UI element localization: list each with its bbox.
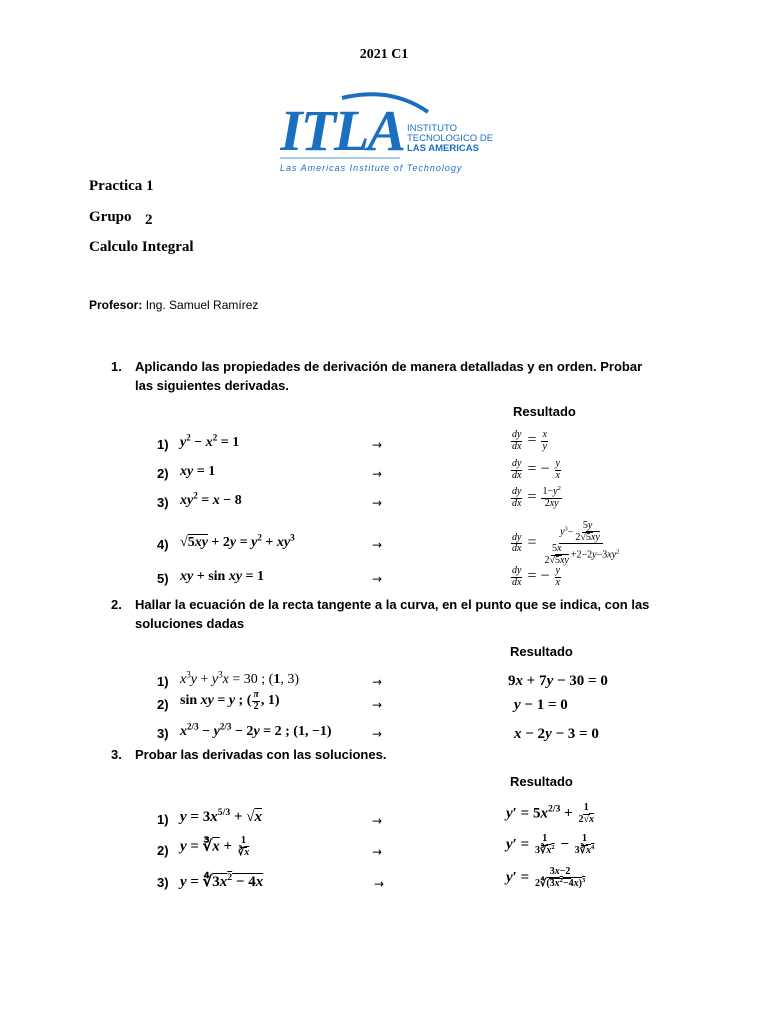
q1-item-2-result: $\frac{dy}{dx}$ = − $\frac{y}{x}$ <box>512 458 560 481</box>
q3-item-3-arrow: → <box>374 877 385 891</box>
question-1-result-label: Resultado <box>513 404 576 419</box>
q3-item-1-result: $y' = 5x^{2/3}$ + $\frac{1}{2√x}$ <box>506 802 594 825</box>
professor-label: Profesor: <box>89 298 143 312</box>
logo-acronym: ITLA <box>280 98 405 163</box>
q1-item-1-label: 1) <box>157 437 169 452</box>
q2-item-2-result: y − 1 = 0 <box>514 697 568 713</box>
q2-item-3-result: x − 2y − 3 = 0 <box>514 726 599 742</box>
q1-item-2-expression: xy = 1 <box>180 464 216 479</box>
course-title: Calculo Integral <box>89 239 194 255</box>
q1-item-1-expression: $y^2 - x^2 = 1$ <box>180 432 240 450</box>
q3-item-3-label: 3) <box>157 875 169 890</box>
professor-line <box>89 298 258 312</box>
document-term: 2021 C1 <box>359 47 409 62</box>
logo-tagline: Las Americas Institute of Technology <box>280 163 463 173</box>
q1-item-1-result: $\frac{dy}{dx}$ = $\frac{x}{y}$ <box>512 429 547 452</box>
q3-item-2-label: 2) <box>157 843 169 858</box>
q3-item-2-arrow: → <box>372 845 383 859</box>
q3-item-3-result: y′ = $\frac{3x-2}{2∜(3x^2-4x)^3}$ <box>506 866 586 889</box>
group-label: Grupo <box>89 209 132 225</box>
q2-item-2-expression: sin xy = y ; ( $\frac{\pi}{2}$ , 1) <box>180 689 280 712</box>
q1-item-4-label: 4) <box>157 537 169 552</box>
q1-item-5-expression: xy + sin xy = 1 <box>180 569 265 584</box>
itla-logo <box>280 92 510 176</box>
q1-item-4-arrow: → <box>372 538 383 552</box>
question-3-text: Probar las derivadas con las soluciones. <box>135 747 387 762</box>
q2-item-2-arrow: → <box>372 698 383 712</box>
q3-item-1-expression: $y = 3x^{5/3} + √x$ <box>180 807 262 825</box>
q3-item-3-expression: $y = ∜3x^2 - 4x$ <box>180 872 264 890</box>
q1-item-5-arrow: → <box>372 572 383 586</box>
question-3-number: 3. <box>111 747 122 762</box>
question-3-result-label: Resultado <box>510 774 573 789</box>
professor-name: Ing. Samuel Ramírez <box>145 298 259 312</box>
q3-item-1-arrow: → <box>372 814 383 828</box>
q3-item-2-expression: $y = ∛\overline{x}$ + $\frac{1}{∛\overline{x}}$ <box>180 835 250 858</box>
q1-item-3-label: 3) <box>157 495 169 510</box>
q3-item-1-label: 1) <box>157 812 169 827</box>
practice-title: Practica 1 <box>89 178 154 194</box>
q2-item-1-expression: $x^3y + y^3x = 30$ ; (1, 3) <box>180 669 299 687</box>
logo-graphic <box>280 92 510 176</box>
q1-item-4-expression: $√5xy + 2y = y^2 + xy^3$ <box>180 532 295 550</box>
group-value: 2 <box>145 212 153 228</box>
q1-item-3-arrow: → <box>372 496 383 510</box>
question-1-text: Aplicando las propiedades de derivación de manera detalladas y en orden. Probar las siguientes derivadas. <box>135 359 643 393</box>
q2-item-3-label: 3) <box>157 726 169 741</box>
logo-text-line-1: INSTITUTO <box>407 123 457 134</box>
q1-item-2-arrow: → <box>372 467 383 481</box>
q3-item-2-result: y′ = $\frac{1}{3∛x^2}$ − $\frac{1}{3∛x^4}$ <box>506 833 595 856</box>
q1-item-4-result: $\frac{dy}{dx}$ = $y^3-$ $\frac{5y}{2√5xy}$ $\frac{5x}{2√5xy}$ $+2-2y-3xy^2$ <box>512 520 620 566</box>
q1-item-5-label: 5) <box>157 571 169 586</box>
q2-item-1-label: 1) <box>157 674 169 689</box>
question-2-number: 2. <box>111 597 122 612</box>
q1-item-3-expression: $xy^2 = x - 8$ <box>180 490 242 508</box>
question-2-result-label: Resultado <box>510 644 573 659</box>
q2-item-3-expression: $x^{2/3} - y^{2/3} - 2y = 2$ ; (1, −1) <box>180 721 332 739</box>
q1-item-1-arrow: → <box>372 438 383 452</box>
q1-item-5-result: $\frac{dy}{dx}$ = − $\frac{y}{x}$ <box>512 565 560 588</box>
question-2-text: Hallar la ecuación de la recta tangente a la curva, en el punto que se indica, con las soluciones dadas <box>135 597 650 631</box>
q1-item-3-result: $\frac{dy}{dx}$ = $\frac{1-y^2}{2xy}$ <box>512 485 561 509</box>
question-1-number: 1. <box>111 359 122 374</box>
logo-text-line-3: LAS AMERICAS <box>407 143 479 154</box>
q1-item-2-label: 2) <box>157 466 169 481</box>
q2-item-3-arrow: → <box>372 727 383 741</box>
logo-text-line-2: TECNOLOGICO DE <box>407 133 494 144</box>
q2-item-2-label: 2) <box>157 697 169 712</box>
q2-item-1-arrow: → <box>372 675 383 689</box>
q2-item-1-result: 9x + 7y − 30 = 0 <box>508 673 608 689</box>
